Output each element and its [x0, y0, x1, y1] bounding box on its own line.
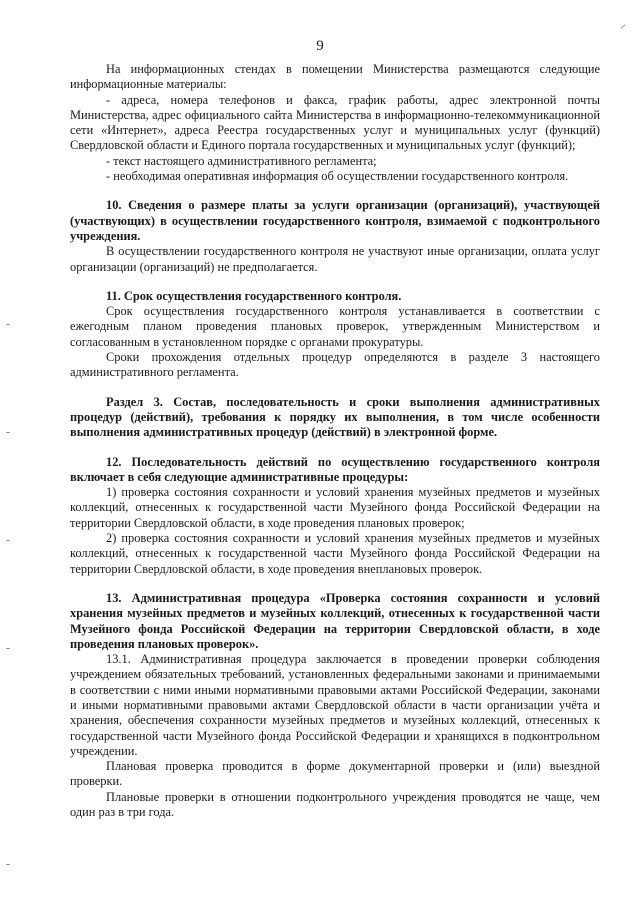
paragraph: В осуществлении государственного контроля не участвуют иные организации, оплата услуг организации (организаций) не предполагается.: [70, 244, 600, 274]
list-item: 1) проверка состояния сохранности и условий хранения музейных предметов и музейных коллекций, отнесенных к государственной части Музейного фонда Российской Федерации на территории Свердловской области, в ходе проведения плановых проверок;: [70, 485, 600, 530]
list-item: - текст настоящего административного регламента;: [106, 153, 377, 168]
section-11-heading: 11. Срок осуществления государственного контроля.: [106, 288, 402, 303]
paragraph: На информационных стендах в помещении Министерства размещаются следующие информационные материалы:: [70, 62, 600, 92]
list-item: - адреса, номера телефонов и факса, график работы, адрес электронной почты Министерства, адрес официального сайта Министерства в информационно-телекоммуникационной сети «Интернет», адреса Реестра государственных услуг и муниципальных услуг (функций) Свердловской области и Единого портала государственных и муниципальных услуг (функций);: [70, 92, 600, 153]
section-10-heading: 10. Сведения о размере платы за услуги организации (организаций), участвующей (участвующих) в осуществлении государственного контроля, взимаемой с подконтрольного учреждения.: [70, 198, 600, 243]
document-body: [70, 62, 600, 820]
page-number: 9: [316, 38, 324, 54]
scan-mark: [620, 24, 625, 29]
section-13-heading: 13. Административная процедура «Проверка состояния сохранности и условий хранения музейных предметов и музейных коллекций, отнесенных к государственной части Музейного фонда Российской Федерации на территории Свердловской области, в ходе проведения плановых проверок».: [70, 590, 600, 651]
paragraph: Сроки прохождения отдельных процедур определяются в разделе 3 настоящего административного регламента.: [70, 350, 600, 380]
scan-mark: [6, 432, 10, 433]
section-12-heading: 12. Последовательность действий по осуществлению государственного контроля включает в себя следующие административные процедуры:: [70, 454, 600, 484]
list-item: - необходимая оперативная информация об осуществлении государственного контроля.: [106, 169, 569, 184]
scan-mark: [6, 324, 10, 325]
paragraph: Плановые проверки в отношении подконтрольного учреждения проводятся не чаще, чем один раз в три года.: [70, 789, 600, 820]
scan-mark: [6, 540, 10, 541]
paragraph: Срок осуществления государственного контроля устанавливается в соответствии с ежегодным планом проведения плановых проверок, утвержденным Министерством и согласованным в установленном порядке с органами прокуратуры.: [70, 304, 600, 349]
scan-mark: [6, 648, 10, 649]
paragraph: Плановая проверка проводится в форме документарной проверки и (или) выездной проверки.: [70, 759, 600, 789]
list-item: 2) проверка состояния сохранности и условий хранения музейных предметов и музейных коллекций, отнесенных к государственной части Музейного фонда Российской Федерации на территории Свердловской области, в ходе проведения внеплановых проверок.: [70, 531, 600, 576]
scan-mark: [6, 864, 10, 865]
paragraph: 13.1. Административная процедура заключается в проведении проверки соблюдения учреждением обязательных требований, установленных федеральными законами и принимаемыми в соответствии с ними иными нормативными правовыми актами Российской Федерации, законами и иными нормативными правовыми актами Свердловской области в части организации учёта и хранения, обеспечения сохранности музейных предметов и музейных коллекций, отнесенных к государственной части Музейного фонда Российской Федерации и хранящихся в подконтрольном учреждении.: [70, 652, 600, 758]
section-3-heading: Раздел 3. Состав, последовательность и сроки выполнения административных процедур (действий), требования к порядку их выполнения, в том числе особенности выполнения административных процедур (действий) в электронной форме.: [70, 394, 600, 440]
